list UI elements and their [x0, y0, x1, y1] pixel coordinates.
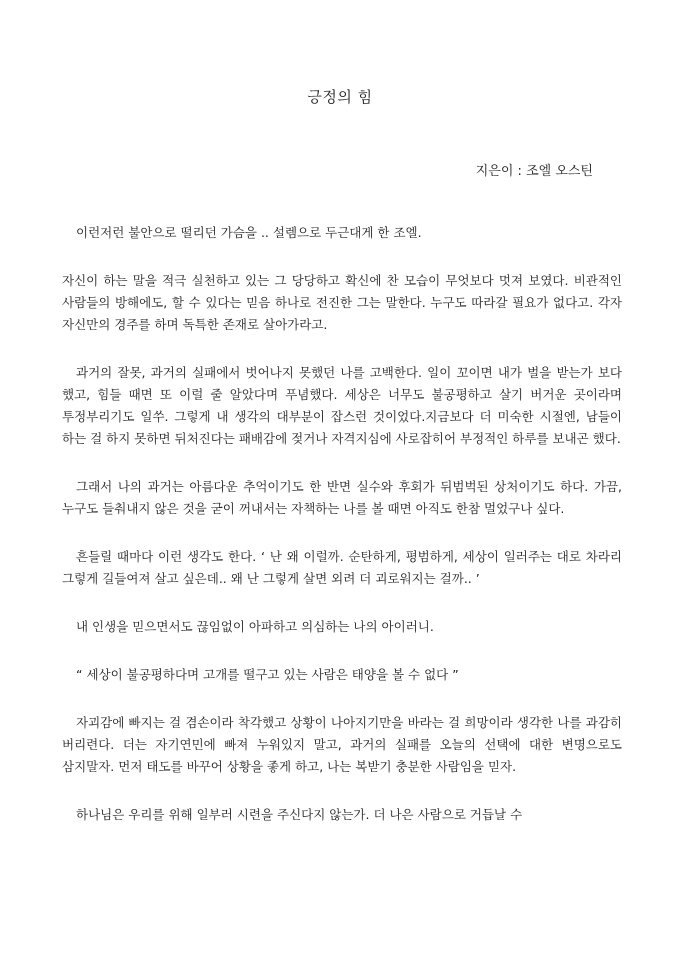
quote-paragraph: “ 세상이 불공평하다며 고개를 떨구고 있는 사람은 태양을 볼 수 없다 ”	[76, 667, 459, 682]
author-line: 지은이 : 조엘 오스틴	[475, 164, 593, 179]
paragraph: 과거의 잘못, 과거의 실패에서 벗어나지 못했던 나를 고백한다. 일이 꼬이면 내가 벌을 받는가 보다 했고, 힘들 때면 또 이럴 줄 알았다며 푸념했다. 세상은 너무도 불공평하고 살기 버거운 곳이라며 투정부리기도 일쑤. 그렇게 내 생각의 대부분이 잡스런 것이었다.지금보다 더 미숙한 시절엔, 남들이 하는 걸 하지 못하면 뒤처진다는 패배감에 젖거나 자격지심에 사로잡히어 부정적인 하루를 보내곤 했다.	[62, 365, 622, 446]
document-body	[62, 222, 622, 826]
paragraph: 이런저런 불안으로 떨리던 가슴을 .. 설렘으로 두근대게 한 조엘.	[76, 225, 422, 240]
document-title: 긍정의 힘	[307, 88, 373, 106]
paragraph: 흔들릴 때마다 이런 생각도 한다. ‘ 난 왜 이럴까. 순탄하게, 평범하게, 세상이 일러주는 대로 차라리 그렇게 길들여져 살고 싶은데.. 왜 난 그렇게 살면 외려 더 괴로워지는 걸까.. ’	[62, 549, 622, 586]
paragraph: 내 인생을 믿으면서도 끊임없이 아파하고 의심하는 나의 아이러니.	[76, 619, 434, 634]
paragraph: 자신이 하는 말을 적극 실천하고 있는 그 당당하고 확신에 찬 모습이 무엇보다 멋져 보였다. 비관적인 사람들의 방해에도, 할 수 있다는 믿음 하나로 전진한 그는 말한다. 누구도 따라갈 필요가 없다고. 각자 자신만의 경주를 하며 독특한 존재로 살아가라고.	[62, 273, 622, 332]
paragraph: 하나님은 우리를 위해 일부러 시련을 주신다지 않는가. 더 나은 사람으로 거듭날 수	[76, 807, 523, 822]
paragraph: 자괴감에 빠지는 걸 겸손이라 착각했고 상황이 나아지기만을 바라는 걸 희망이라 생각한 나를 과감히 버리련다. 더는 자기연민에 빠져 누워있지 말고, 과거의 실패를 오늘의 선택에 대한 변명으로도 삼지말자. 먼저 태도를 바꾸어 상황을 좋게 하고, 나는 복받기 충분한 사람임을 믿자.	[62, 715, 622, 774]
paragraph: 그래서 나의 과거는 아름다운 추억이기도 한 반면 실수와 후회가 뒤범벅된 상처이기도 하다. 가끔, 누구도 들춰내지 않은 것을 굳이 꺼내서는 자책하는 나를 볼 때면 아직도 한참 멀었구나 싶다.	[62, 479, 622, 516]
